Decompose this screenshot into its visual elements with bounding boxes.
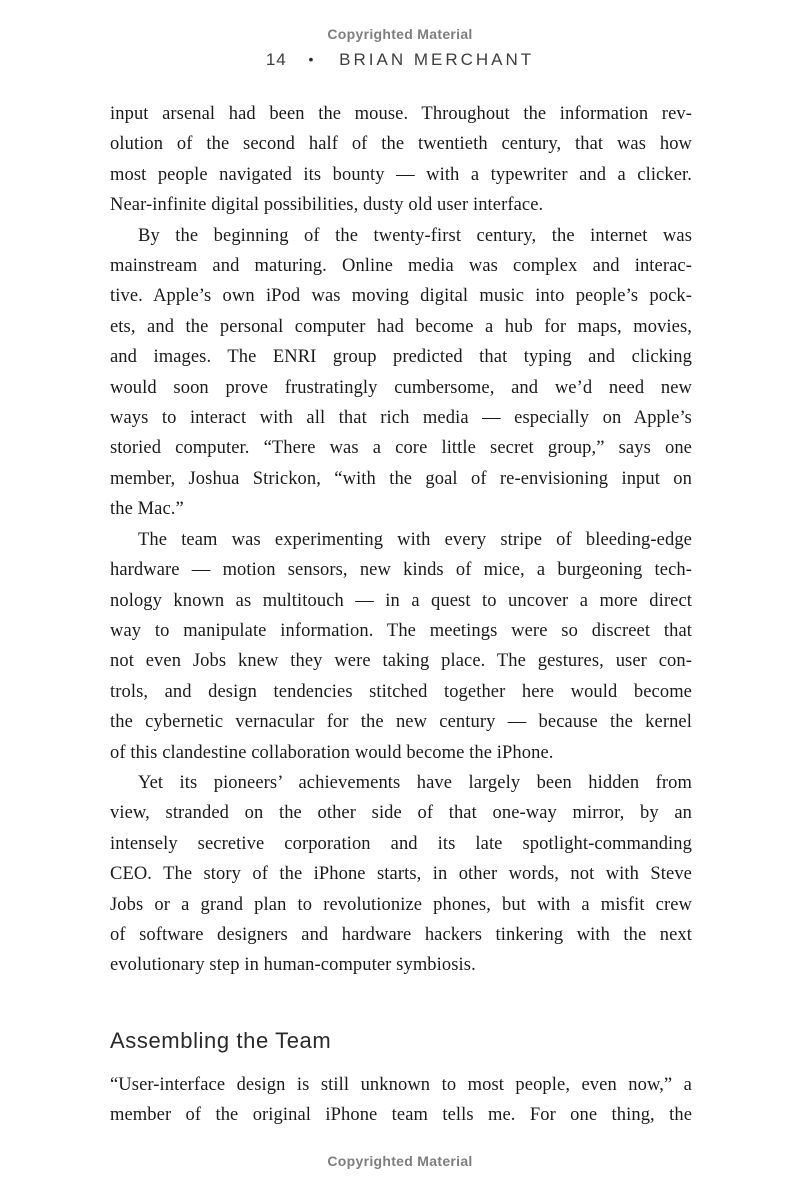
paragraph bbox=[110, 525, 692, 768]
paragraphs-top bbox=[110, 99, 692, 981]
body-line: CEO. The story of the iPhone starts, in other words, not with Steve bbox=[110, 864, 692, 885]
page-number: 14 bbox=[265, 50, 287, 69]
body-line: ways to interact with all that rich media — especially on Apple’s bbox=[110, 408, 692, 429]
bottom-watermark: Copyrighted Material bbox=[327, 1153, 473, 1169]
section-heading: Assembling the Team bbox=[110, 1027, 332, 1053]
body-line: and images. The ENRI group predicted that typing and clicking bbox=[110, 347, 692, 368]
body-line: hardware — motion sensors, new kinds of mice, a burgeoning tech- bbox=[110, 560, 692, 581]
body-line: member of the original iPhone team tells me. For one thing, the bbox=[110, 1105, 692, 1126]
body-line: tive. Apple’s own iPod was moving digital music into people’s pock- bbox=[110, 286, 692, 307]
body-line: not even Jobs knew they were taking place. The gestures, user con- bbox=[110, 651, 692, 672]
body-line: way to manipulate information. The meetings were so discreet that bbox=[110, 620, 692, 641]
body-line: of this clandestine collaboration would become the iPhone. bbox=[110, 742, 554, 763]
body-line: trols, and design tendencies stitched together here would become bbox=[110, 681, 692, 702]
body-line: would soon prove frustratingly cumbersome, and we’d need new bbox=[110, 377, 692, 398]
body-line: the Mac.” bbox=[110, 499, 184, 520]
body-line: evolutionary step in human-computer symbiosis. bbox=[110, 955, 476, 976]
bullet-separator-icon: • bbox=[308, 51, 314, 67]
running-header bbox=[0, 50, 800, 70]
paragraph bbox=[110, 1070, 692, 1131]
body-line: member, Joshua Strickon, “with the goal of re-envisioning input on bbox=[110, 468, 692, 489]
top-watermark: Copyrighted Material bbox=[327, 26, 473, 42]
body-line: most people navigated its bounty — with a typewriter and a clicker. bbox=[110, 164, 692, 185]
body-line: view, stranded on the other side of that one-way mirror, by an bbox=[110, 803, 692, 824]
body-line: of software designers and hardware hackers tinkering with the next bbox=[110, 924, 692, 945]
body-line: the cybernetic vernacular for the new century — because the kernel bbox=[110, 712, 692, 733]
running-header-author: BRIAN MERCHANT bbox=[339, 50, 535, 69]
body-line: “User-interface design is still unknown to most people, even now,” a bbox=[110, 1074, 692, 1095]
body-line: intensely secretive corporation and its late spotlight-commanding bbox=[110, 833, 692, 854]
body-line: Yet its pioneers’ achievements have largely been hidden from bbox=[138, 772, 692, 793]
body-line: The team was experimenting with every stripe of bleeding-edge bbox=[138, 529, 692, 550]
paragraphs-bottom bbox=[110, 1070, 692, 1131]
body-line: storied computer. “There was a core little secret group,” says one bbox=[110, 438, 692, 459]
body-line: Near-infinite digital possibilities, dusty old user interface. bbox=[110, 195, 544, 216]
paragraph bbox=[110, 99, 692, 221]
body-line: Jobs or a grand plan to revolutionize phones, but with a misfit crew bbox=[110, 894, 692, 915]
body-line: nology known as multitouch — in a quest to uncover a more direct bbox=[110, 590, 692, 611]
paragraph bbox=[110, 768, 692, 981]
body-line: ets, and the personal computer had become a hub for maps, movies, bbox=[110, 316, 692, 337]
body-line: By the beginning of the twenty-first century, the internet was bbox=[138, 225, 692, 246]
body-line: olution of the second half of the twentieth century, that was how bbox=[110, 134, 692, 155]
body-line: input arsenal had been the mouse. Throughout the information rev- bbox=[110, 104, 692, 124]
page-body bbox=[110, 99, 692, 1131]
body-line: mainstream and maturing. Online media was complex and interac- bbox=[110, 256, 692, 277]
paragraph bbox=[110, 221, 692, 525]
